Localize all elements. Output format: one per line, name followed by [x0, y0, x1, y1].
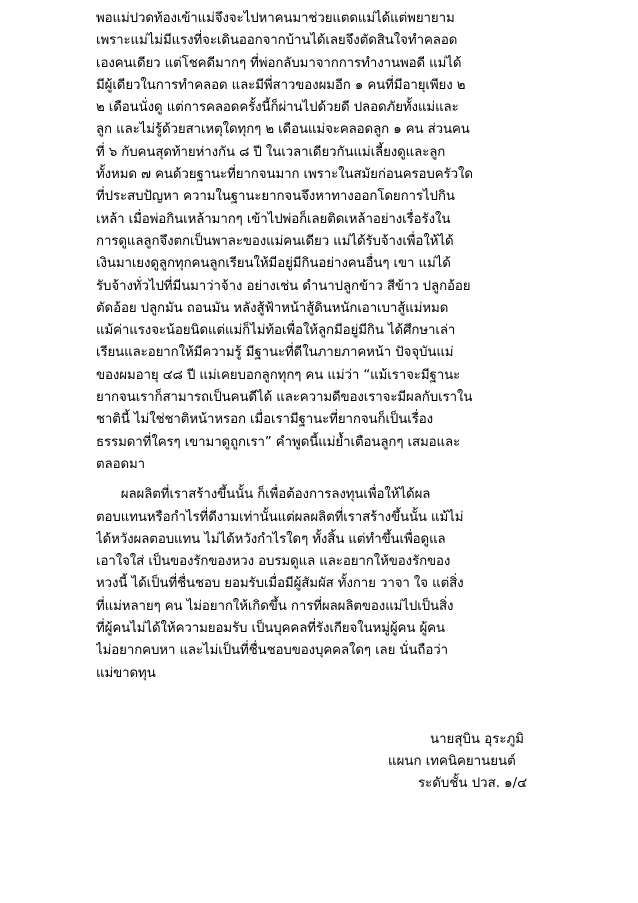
- text-line: เอาใจใส่ เป็นของรักของหวง อบรมดูแล และอยากให้ของรักของ: [96, 554, 451, 570]
- paragraph-gap: [96, 476, 558, 484]
- author-name: นายสุบิน อุระภูมิ: [430, 732, 525, 747]
- text-line: มีผู้เดียวในการทำคลอด และมีพี่สาวของผมอีก ๑ คนที่มีอายุเพียง ๒: [96, 77, 466, 93]
- text-line: ไม่อยากคบหา และไม่เป็นที่ชื่นชอบของบุคคลใดๆ เลย นั่นถือว่า: [96, 643, 448, 659]
- text-line: ตลอดมา: [96, 456, 146, 472]
- author-department: แผนก เทคนิคยานยนต์: [388, 754, 516, 769]
- text-line: เรียนและอยากให้มีความรู้ มีฐานะที่ดีในภายภาคหน้า ปัจจุบันแม่: [96, 345, 454, 361]
- text-line: ตอบแทนหรือกำไรที่ดีงามเท่านั้นแต่ผลผลิตที่เราสร้างขึ้นนั้น แม้ไม่: [96, 509, 464, 525]
- text-line: การดูแลลูกจึงตกเป็นพาละของแม่คนเดียว แม่ได้รับจ้างเพื่อให้ได้: [96, 233, 454, 249]
- text-line: พอแม่ปวดท้องเข้าแม่จึงจะไปหาคนมาช่วยแตดแม่ได้แต่พยายาม: [96, 11, 455, 26]
- paragraph-2: [96, 484, 558, 685]
- text-line: ได้หวังผลตอบแทน ไม่ได้หวังกำไรใดๆ ทั้งสิ้น แต่ทำขึ้นเพื่อดูแล: [96, 531, 446, 547]
- text-line: ที่แม่หลายๆ คน ไม่อยากให้เกิดขึ้น การที่ผลผลิตของแม่ไปเป็นสิ่ง: [96, 598, 454, 614]
- text-line: ยากจนเราก็สามารถเป็นคนดีได้ และความดีของเราจะมีผลกับเราใน: [96, 390, 473, 406]
- text-line: แม่ขาดทุน: [96, 665, 156, 681]
- paragraph-1: [96, 8, 558, 476]
- text-line: เองคนเดียว แต่โชคดีมากๆ ที่พ่อกลับมาจากการทำงานพอดี แม่ได้: [96, 55, 462, 71]
- text-line: หวงนี้ ได้เป็นที่ชื่นชอบ ยอมรับเมื่อมีผู้สัมผัส ทั้งกาย วาจา ใจ แต่สิ่ง: [96, 576, 464, 592]
- text-line: ที่ประสบปัญหา ความในฐานะยากจนจึงหาทางออกโดยการไปกิน: [96, 189, 455, 205]
- text-line: ๒ เดือนนั่งดู แต่การคลอดครั้งนี้ก็ผ่านไปด้วยดี ปลอดภัยทั้งแม่และ: [96, 100, 459, 116]
- text-line: ชาตินี้ ไม่ใช่ชาติหน้าหรอก เมื่อเรามีฐานะที่ยากจนก็เป็นเรื่อง: [96, 412, 434, 428]
- text-line: เงินมาเยงดูลูกทุกคนลูกเรียนให้มีอยู่มีกินอย่างคนอื่นๆ เขา แม่ได้: [96, 256, 451, 272]
- text-line: ทั้งหมด ๗ คนด้วยฐานะที่ยากจนมาก เพราะในสมัยก่อนครอบครัวใด: [96, 167, 473, 183]
- text-line: รับจ้างทั่วไปที่มีนมาว่าจ้าง อย่างเช่น ดำนาปลูกข้าว สีข้าว ปลูกอ้อย: [96, 278, 471, 294]
- text-line: เหล้า เมื่อพ่อกินเหล้ามากๆ เข้าไปพ่อก็เลยติดเหล้าอย่างเรื่อรังใน: [96, 211, 451, 227]
- text-line: ธรรมดาที่ใครๆ เขามาดูถูกเรา” คำพูดนี้แม่ย้ำเตือนลูกๆ เสมอและ: [96, 434, 461, 450]
- text-line: ผลผลิตที่เราสร้างขึ้นนั้น ก็เพื่อต้องการลงทุนเพื่อให้ได้ผล: [96, 487, 431, 503]
- text-line: ลูก และไม่รู้ด้วยสาเหตุใดทุกๆ ๒ เดือนแม่จะคลอดลูก ๑ คน ส่วนคน: [96, 122, 470, 138]
- text-line: ตัดอ้อย ปลูกมัน ถอนมัน หลังสู้ฟ้าหน้าสู้ดินหนักเอาเบาสู้แม่หมด: [96, 300, 449, 316]
- text-line: เพราะแม่ไม่มีแรงที่จะเดินออกจากบ้านได้เลยจึงตัดสินใจทำคลอด: [96, 33, 458, 49]
- text-line: ของผมอายุ ๔๘ ปี แม่เคยบอกลูกทุกๆ คน แม่ว่า “แม้เราจะมีฐานะ: [96, 367, 461, 383]
- essay-body: [96, 8, 558, 685]
- author-class-level: ระดับชั้น ปวส. ๑/๔: [418, 776, 528, 791]
- text-line: ที่ ๖ กับคนสุดท้ายห่างกัน ๘ ปี ในเวลาเดียวกันแม่เลี้ยงดูและลูก: [96, 144, 446, 160]
- text-line: แม้ค่าแรงจะน้อยนิดแต่แม่ก็ไม่ท้อเพื่อให้ลูกมีอยู่มีกิน ได้ศึกษาเล่า: [96, 323, 456, 339]
- text-line: ที่ผู้คนไม่ได้ให้ความยอมรับ เป็นบุคคลที่รังเกียจในหมู่ผู้คน ผู้คน: [96, 621, 445, 637]
